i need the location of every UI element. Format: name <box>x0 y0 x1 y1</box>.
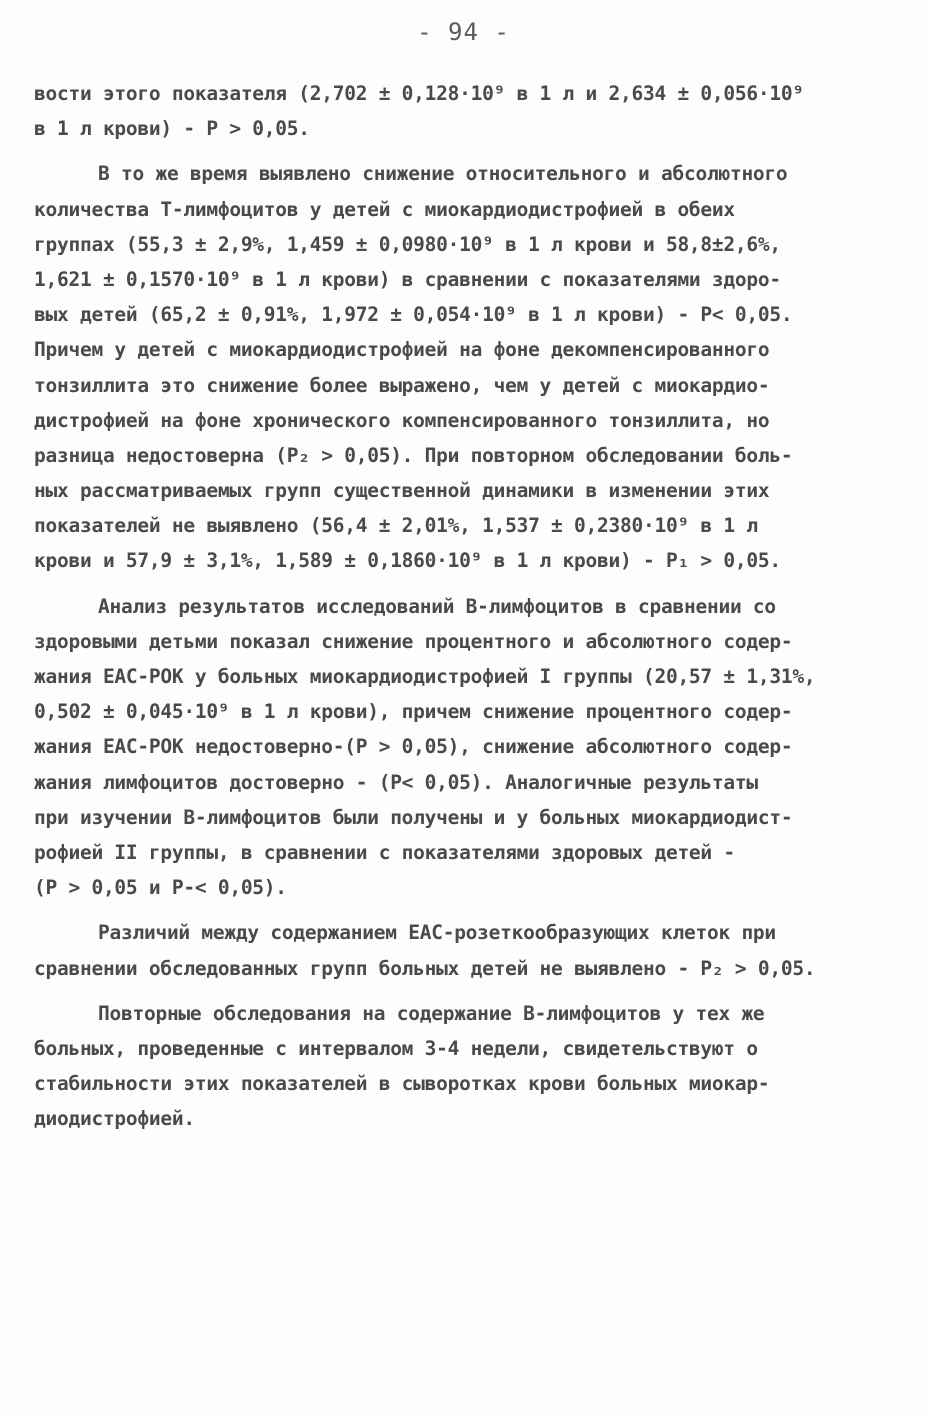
text-line: крови и 57,9 ± 3,1%, 1,589 ± 0,1860·10⁹ в 1 л крови) - Р₁ > 0,05. <box>34 549 781 573</box>
text-line: больных, проведенные с интервалом 3-4 недели, свидетельствуют о <box>34 1036 758 1060</box>
text-line: диодистрофией. <box>34 1107 195 1131</box>
body-text <box>34 76 896 1136</box>
text-line: количества Т-лимфоцитов у детей с миокардиодистрофией в обеих <box>34 197 735 221</box>
text-line: жания лимфоцитов достоверно - (Р< 0,05). Аналогичные результаты <box>34 770 758 794</box>
text-line: стабильности этих показателей в сыворотках крови больных миокар- <box>34 1072 770 1096</box>
text-line: 0,502 ± 0,045·10⁹ в 1 л крови), причем снижение процентного содер- <box>34 700 793 724</box>
text-line: разница недостоверна (Р₂ > 0,05). При повторном обследовании боль- <box>34 443 793 467</box>
text-line: Анализ результатов исследований В-лимфоцитов в сравнении со <box>98 594 776 618</box>
text-line: группах (55,3 ± 2,9%, 1,459 ± 0,0980·10⁹ в 1 л крови и 58,8±2,6%, <box>34 232 781 256</box>
text-line: 1,621 ± 0,1570·10⁹ в 1 л крови) в сравнении с показателями здоро- <box>34 267 781 291</box>
text-line: Различий между содержанием ЕАС-розеткообразующих клеток при <box>98 921 776 945</box>
text-line: дистрофией на фоне хронического компенсированного тонзиллита, но <box>34 408 770 432</box>
text-line: Причем у детей с миокардиодистрофией на фоне декомпенсированного <box>34 338 770 362</box>
text-line: В то же время выявлено снижение относительного и абсолютного <box>98 162 788 186</box>
text-line: рофией II группы, в сравнении с показателями здоровых детей - <box>34 840 735 864</box>
text-line: тонзиллита это снижение более выражено, чем у детей с миокардио- <box>34 373 770 397</box>
text-line: Повторные обследования на содержание В-лимфоцитов у тех же <box>98 1001 765 1025</box>
page-number: - 94 - <box>417 18 510 46</box>
text-line: ных рассматриваемых групп существенной динамики в изменении этих <box>34 479 770 503</box>
text-line: вых детей (65,2 ± 0,91%, 1,972 ± 0,054·10⁹ в 1 л крови) - Р< 0,05. <box>34 303 793 327</box>
text-line: вости этого показателя (2,702 ± 0,128·10⁹ в 1 л и 2,634 ± 0,056·10⁹ <box>34 82 804 105</box>
text-line: в 1 л крови) - Р > 0,05. <box>34 117 310 141</box>
text-line: сравнении обследованных групп больных детей не выявлено - Р₂ > 0,05. <box>34 956 816 980</box>
text-line: показателей не выявлено (56,4 ± 2,01%, 1,537 ± 0,2380·10⁹ в 1 л <box>34 514 758 538</box>
text-line: жания ЕАС-РОК у больных миокардиодистрофией I группы (20,57 ± 1,31%, <box>34 665 816 688</box>
text-line: (Р > 0,05 и Р-< 0,05). <box>34 876 287 900</box>
text-line: жания ЕАС-РОК недостоверно-(Р > 0,05), снижение абсолютного содер- <box>34 735 793 759</box>
text-line: при изучении В-лимфоцитов были получены и у больных миокардиодист- <box>34 805 793 829</box>
text-line: здоровыми детьми показал снижение процентного и абсолютного содер- <box>34 629 793 653</box>
